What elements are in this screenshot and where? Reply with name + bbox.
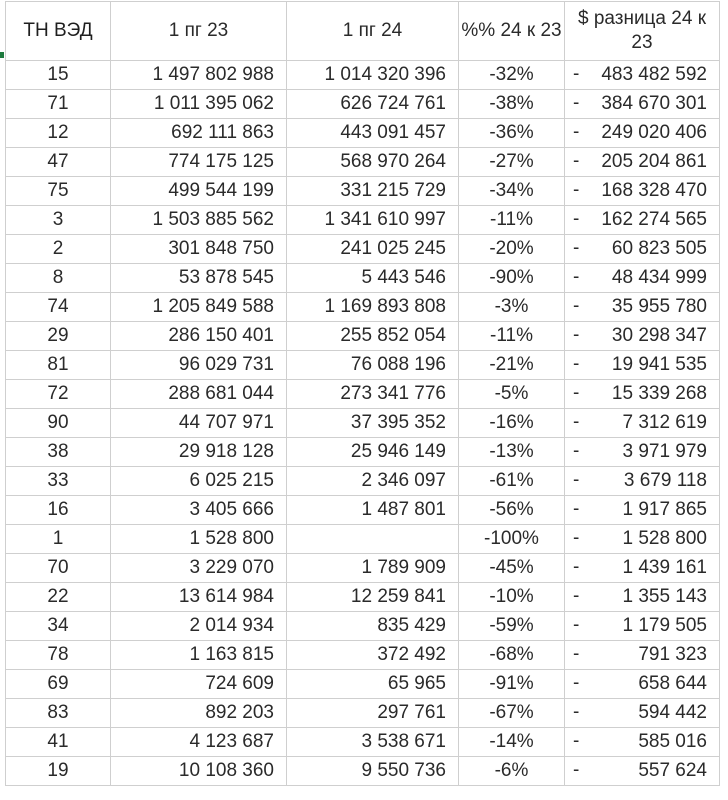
table-row: [6, 119, 720, 148]
cell-diff[interactable]: [565, 148, 720, 177]
cell-diff[interactable]: [565, 264, 720, 293]
table-row: [6, 264, 720, 293]
cell-code[interactable]: 72: [6, 380, 111, 409]
table-row: [6, 438, 720, 467]
cell-diff-sign: -: [573, 266, 580, 288]
cell-code[interactable]: 2: [6, 235, 111, 264]
cell-diff-sign: -: [573, 295, 580, 317]
cell-diff[interactable]: [565, 119, 720, 148]
cell-code[interactable]: 8: [6, 264, 111, 293]
cell-diff-value: 162 274 565: [601, 209, 707, 230]
cell-h1-23[interactable]: 724 609: [111, 670, 287, 699]
cell-diff-sign: -: [573, 411, 580, 433]
cell-h1-23[interactable]: 301 848 750: [111, 235, 287, 264]
cell-diff-sign: -: [573, 469, 580, 491]
cell-diff-sign: -: [573, 150, 580, 172]
header-diff[interactable]: $ разница 24 к 23: [565, 2, 720, 61]
cell-pct-change[interactable]: -56%: [459, 496, 565, 525]
cell-code[interactable]: 16: [6, 496, 111, 525]
cell-diff-sign: -: [573, 324, 580, 346]
cell-pct-change[interactable]: -59%: [459, 612, 565, 641]
cell-diff-value: 658 644: [638, 673, 707, 694]
cell-h1-23[interactable]: 6 025 215: [111, 467, 287, 496]
cell-diff-value: 1 917 865: [622, 499, 707, 520]
cell-pct-change[interactable]: -34%: [459, 177, 565, 206]
cell-diff-sign: -: [573, 527, 580, 549]
cell-h1-23[interactable]: 692 111 863: [111, 119, 287, 148]
cell-pct-change[interactable]: -21%: [459, 351, 565, 380]
cell-h1-23[interactable]: 29 918 128: [111, 438, 287, 467]
cell-diff[interactable]: [565, 61, 720, 90]
cell-h1-24[interactable]: 25 946 149: [287, 438, 459, 467]
cell-code[interactable]: 70: [6, 554, 111, 583]
cell-diff-value: 585 016: [638, 731, 707, 752]
table-row: [6, 61, 720, 90]
cell-h1-23[interactable]: 3 405 666: [111, 496, 287, 525]
cell-diff-sign: -: [573, 92, 580, 114]
cell-code[interactable]: 22: [6, 583, 111, 612]
cell-h1-24[interactable]: 2 346 097: [287, 467, 459, 496]
cell-code[interactable]: 41: [6, 728, 111, 757]
cell-h1-23[interactable]: 1 528 800: [111, 525, 287, 554]
cell-h1-23[interactable]: 1 011 395 062: [111, 90, 287, 119]
table-row: [6, 699, 720, 728]
table-row: [6, 90, 720, 119]
cell-h1-23[interactable]: 2 014 934: [111, 612, 287, 641]
cell-code[interactable]: 47: [6, 148, 111, 177]
cell-pct-change[interactable]: -11%: [459, 322, 565, 351]
cell-diff[interactable]: [565, 467, 720, 496]
cell-pct-change[interactable]: -45%: [459, 554, 565, 583]
table-row: [6, 322, 720, 351]
cell-h1-23[interactable]: 1 163 815: [111, 641, 287, 670]
cell-h1-24[interactable]: 835 429: [287, 612, 459, 641]
cell-diff[interactable]: [565, 699, 720, 728]
table-row: [6, 612, 720, 641]
cell-diff-sign: -: [573, 121, 580, 143]
cell-diff[interactable]: [565, 293, 720, 322]
cell-code[interactable]: 1: [6, 525, 111, 554]
cell-diff-value: 594 442: [638, 702, 707, 723]
cell-diff-sign: -: [573, 63, 580, 85]
cell-diff[interactable]: [565, 670, 720, 699]
cell-h1-23[interactable]: 1 205 849 588: [111, 293, 287, 322]
cell-h1-24[interactable]: 3 538 671: [287, 728, 459, 757]
cell-diff-value: 791 323: [638, 644, 707, 665]
cell-diff-value: 1 355 143: [622, 586, 707, 607]
spreadsheet: [5, 1, 720, 786]
cell-diff[interactable]: [565, 177, 720, 206]
cell-diff[interactable]: [565, 206, 720, 235]
table-row: [6, 583, 720, 612]
cell-h1-23[interactable]: 286 150 401: [111, 322, 287, 351]
cell-diff-value: 30 298 347: [611, 325, 707, 346]
cell-h1-24[interactable]: [287, 525, 459, 554]
cell-diff[interactable]: [565, 322, 720, 351]
cell-h1-24[interactable]: 255 852 054: [287, 322, 459, 351]
cell-h1-23[interactable]: 499 544 199: [111, 177, 287, 206]
table-body: [6, 61, 720, 786]
cell-diff-sign: -: [573, 498, 580, 520]
cell-diff-value: 60 823 505: [611, 238, 707, 259]
cell-diff-sign: -: [573, 382, 580, 404]
cell-h1-24[interactable]: 5 443 546: [287, 264, 459, 293]
cell-h1-24[interactable]: 1 169 893 808: [287, 293, 459, 322]
cell-diff-sign: -: [573, 179, 580, 201]
cell-diff[interactable]: [565, 409, 720, 438]
table-row: [6, 235, 720, 264]
cell-h1-23[interactable]: 288 681 044: [111, 380, 287, 409]
cell-h1-24[interactable]: 331 215 729: [287, 177, 459, 206]
cell-pct-change[interactable]: -11%: [459, 206, 565, 235]
table-row: [6, 293, 720, 322]
cell-diff-value: 3 971 979: [622, 441, 707, 462]
table-row: [6, 351, 720, 380]
cell-diff-sign: -: [573, 440, 580, 462]
cell-diff-value: 249 020 406: [601, 122, 707, 143]
cell-diff[interactable]: [565, 612, 720, 641]
cell-diff-sign: -: [573, 614, 580, 636]
cell-pct-change[interactable]: -91%: [459, 670, 565, 699]
cell-h1-24[interactable]: 372 492: [287, 641, 459, 670]
cell-code[interactable]: 29: [6, 322, 111, 351]
cell-code[interactable]: 69: [6, 670, 111, 699]
table-row: [6, 206, 720, 235]
cell-pct-change[interactable]: -16%: [459, 409, 565, 438]
table-row: [6, 641, 720, 670]
cell-pct-change[interactable]: -100%: [459, 525, 565, 554]
cell-diff-value: 35 955 780: [611, 296, 707, 317]
cell-pct-change[interactable]: -13%: [459, 438, 565, 467]
header-row: [6, 2, 720, 61]
cell-code[interactable]: 90: [6, 409, 111, 438]
cell-code[interactable]: 3: [6, 206, 111, 235]
cell-code[interactable]: 34: [6, 612, 111, 641]
table-row: [6, 728, 720, 757]
cell-h1-23[interactable]: 1 503 885 562: [111, 206, 287, 235]
cell-code[interactable]: 15: [6, 61, 111, 90]
cell-pct-change[interactable]: -10%: [459, 583, 565, 612]
cell-diff-value: 48 434 999: [611, 267, 707, 288]
cell-diff[interactable]: [565, 496, 720, 525]
cell-h1-24[interactable]: 1 014 320 396: [287, 61, 459, 90]
cell-h1-23[interactable]: 13 614 984: [111, 583, 287, 612]
table-row: [6, 409, 720, 438]
table-row: [6, 757, 720, 786]
cell-diff-sign: -: [573, 730, 580, 752]
cell-diff[interactable]: [565, 757, 720, 786]
cell-code[interactable]: 74: [6, 293, 111, 322]
cell-diff[interactable]: [565, 90, 720, 119]
cell-diff[interactable]: [565, 583, 720, 612]
cell-diff-value: 557 624: [638, 760, 707, 781]
cell-diff[interactable]: [565, 641, 720, 670]
table-row: [6, 496, 720, 525]
cell-diff[interactable]: [565, 728, 720, 757]
cell-pct-change[interactable]: -61%: [459, 467, 565, 496]
cell-diff-value: 7 312 619: [622, 412, 707, 433]
cell-diff-value: 1 439 161: [622, 557, 707, 578]
cell-diff-sign: -: [573, 759, 580, 781]
cell-pct-change[interactable]: -6%: [459, 757, 565, 786]
cell-h1-24[interactable]: 65 965: [287, 670, 459, 699]
header-h1-23[interactable]: 1 пг 23: [111, 2, 287, 61]
cell-diff-sign: -: [573, 237, 580, 259]
cell-pct-change[interactable]: -27%: [459, 148, 565, 177]
cell-diff[interactable]: [565, 554, 720, 583]
header-code[interactable]: ТН ВЭД: [6, 2, 111, 61]
cell-diff-value: 19 941 535: [611, 354, 707, 375]
cell-h1-23[interactable]: 1 497 802 988: [111, 61, 287, 90]
cell-pct-change[interactable]: -36%: [459, 119, 565, 148]
cell-diff[interactable]: [565, 438, 720, 467]
cell-diff-sign: -: [573, 353, 580, 375]
cell-pct-change[interactable]: -68%: [459, 641, 565, 670]
cell-h1-24[interactable]: 76 088 196: [287, 351, 459, 380]
cell-h1-24[interactable]: 1 341 610 997: [287, 206, 459, 235]
cell-code[interactable]: 81: [6, 351, 111, 380]
cell-diff-value: 3 679 118: [623, 470, 707, 491]
cell-diff[interactable]: [565, 235, 720, 264]
cell-code[interactable]: 78: [6, 641, 111, 670]
cell-pct-change[interactable]: -38%: [459, 90, 565, 119]
cell-diff-sign: -: [573, 208, 580, 230]
cell-diff-value: 205 204 861: [601, 151, 707, 172]
cell-code[interactable]: 33: [6, 467, 111, 496]
cell-h1-24[interactable]: 273 341 776: [287, 380, 459, 409]
header-pct-change[interactable]: %% 24 к 23: [459, 2, 565, 61]
table-row: [6, 148, 720, 177]
cell-h1-24[interactable]: 9 550 736: [287, 757, 459, 786]
cell-diff-value: 384 670 301: [601, 93, 707, 114]
cell-diff-value: 15 339 268: [611, 383, 707, 404]
cell-h1-24[interactable]: 297 761: [287, 699, 459, 728]
cell-h1-23[interactable]: 892 203: [111, 699, 287, 728]
cell-h1-23[interactable]: 10 108 360: [111, 757, 287, 786]
cell-pct-change[interactable]: -90%: [459, 264, 565, 293]
cell-pct-change[interactable]: -67%: [459, 699, 565, 728]
cell-diff-value: 1 179 505: [622, 615, 707, 636]
cell-pct-change[interactable]: -14%: [459, 728, 565, 757]
cell-diff[interactable]: [565, 380, 720, 409]
cell-code[interactable]: 71: [6, 90, 111, 119]
cell-diff-sign: -: [573, 585, 580, 607]
cell-h1-24[interactable]: 241 025 245: [287, 235, 459, 264]
cell-h1-23[interactable]: 44 707 971: [111, 409, 287, 438]
table-row: [6, 467, 720, 496]
trade-table: [5, 1, 720, 786]
table-row: [6, 525, 720, 554]
cell-h1-24[interactable]: 1 487 801: [287, 496, 459, 525]
cell-diff-sign: -: [573, 672, 580, 694]
cell-h1-24[interactable]: 37 395 352: [287, 409, 459, 438]
cell-diff-sign: -: [573, 643, 580, 665]
cell-pct-change[interactable]: -20%: [459, 235, 565, 264]
cell-h1-24[interactable]: 12 259 841: [287, 583, 459, 612]
cell-diff[interactable]: [565, 525, 720, 554]
cell-h1-23[interactable]: 774 175 125: [111, 148, 287, 177]
header-h1-24[interactable]: 1 пг 24: [287, 2, 459, 61]
cell-diff-value: 168 328 470: [601, 180, 707, 201]
cell-diff[interactable]: [565, 351, 720, 380]
cell-code[interactable]: 19: [6, 757, 111, 786]
table-row: [6, 380, 720, 409]
selection-marker: [0, 52, 4, 58]
cell-h1-23[interactable]: 53 878 545: [111, 264, 287, 293]
cell-code[interactable]: 12: [6, 119, 111, 148]
cell-code[interactable]: 75: [6, 177, 111, 206]
cell-h1-24[interactable]: 568 970 264: [287, 148, 459, 177]
cell-diff-sign: -: [573, 556, 580, 578]
table-row: [6, 554, 720, 583]
cell-diff-value: 1 528 800: [622, 528, 707, 549]
table-row: [6, 670, 720, 699]
cell-pct-change[interactable]: -3%: [459, 293, 565, 322]
cell-diff-sign: -: [573, 701, 580, 723]
cell-h1-23[interactable]: 4 123 687: [111, 728, 287, 757]
cell-pct-change[interactable]: -5%: [459, 380, 565, 409]
cell-code[interactable]: 83: [6, 699, 111, 728]
cell-diff-value: 483 482 592: [601, 64, 707, 85]
cell-h1-23[interactable]: 96 029 731: [111, 351, 287, 380]
cell-h1-23[interactable]: 3 229 070: [111, 554, 287, 583]
table-row: [6, 177, 720, 206]
cell-code[interactable]: 38: [6, 438, 111, 467]
cell-h1-24[interactable]: 443 091 457: [287, 119, 459, 148]
cell-pct-change[interactable]: -32%: [459, 61, 565, 90]
cell-h1-24[interactable]: 626 724 761: [287, 90, 459, 119]
cell-h1-24[interactable]: 1 789 909: [287, 554, 459, 583]
